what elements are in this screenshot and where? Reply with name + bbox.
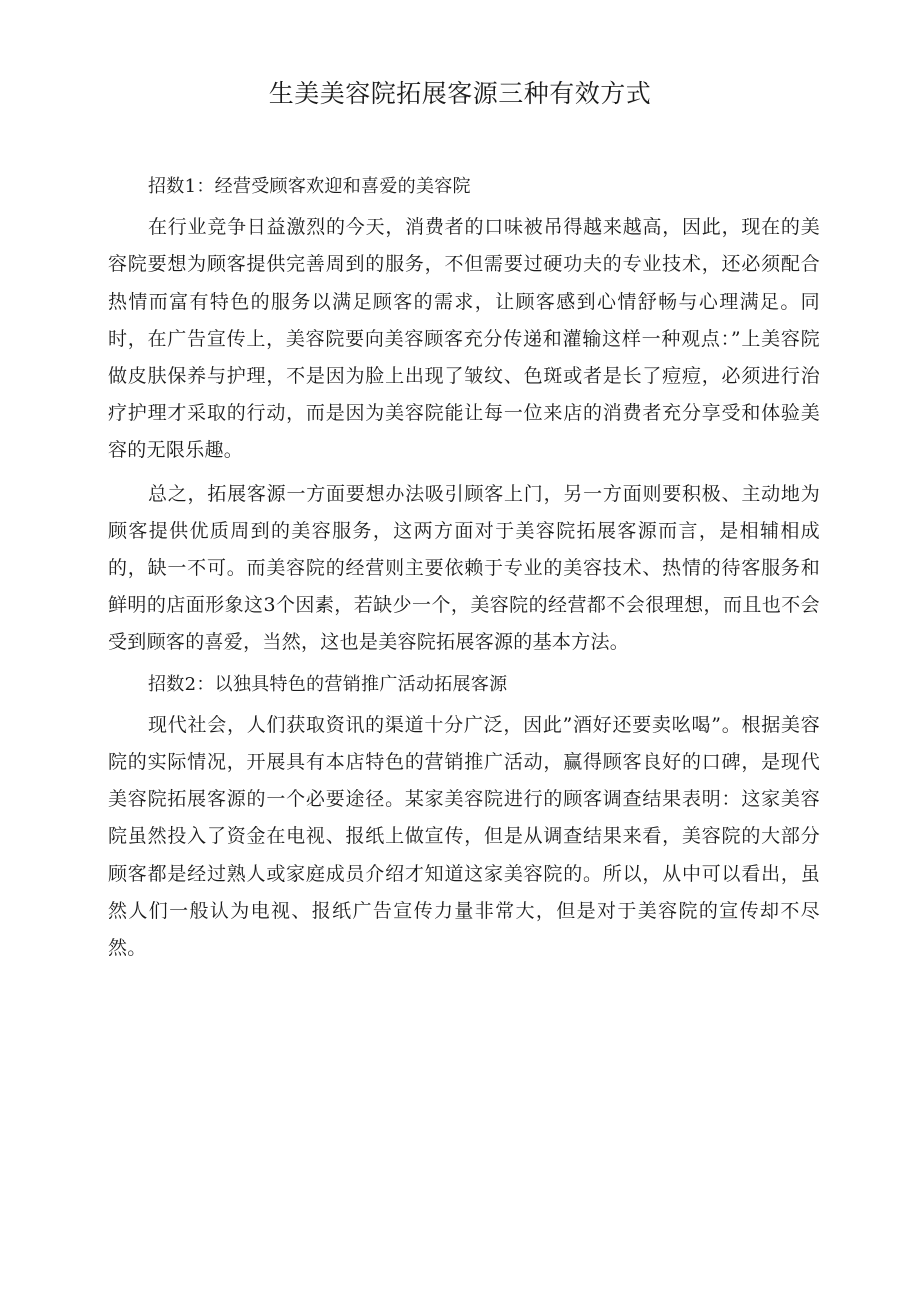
section-heading-2: 招数2：以独具特色的营销推广活动拓展客源	[148, 673, 508, 695]
paragraph-1: 在行业竞争日益激烈的今天，消费者的口味被吊得越来越高，因此，现在的美容院要想为顾客提供完善周到的服务，不但需要过硬功夫的专业技术，还必须配合热情而富有特色的服务以满足顾客的需求，让顾客感到心情舒畅与心理满足。同时，在广告宣传上，美容院要向美容顾客充分传递和灌输这样一种观点：”上美容院做皮肤保养与护理，不是因为脸上出现了皱纹、色斑或者是长了痘痘，必须进行治疗护理才采取的行动，而是因为美容院能让每一位来店的消费者充分享受和体验美容的无限乐趣。	[108, 216, 820, 462]
page-title: 生美美容院拓展客源三种有效方式	[268, 79, 652, 108]
section-heading-1: 招数1：经营受顾客欢迎和喜爱的美容院	[148, 176, 471, 197]
paragraph-3: 现代社会，人们获取资讯的渠道十分广泛，因此”酒好还要卖吆喝”。根据美容院的实际情况，开展具有本店特色的营销推广活动，赢得顾客良好的口碑，是现代美容院拓展客源的一个必要途径。某家美容院进行的顾客调查结果表明：这家美容院虽然投入了资金在电视、报纸上做宣传，但是从调查结果来看，美容院的大部分顾客都是经过熟人或家庭成员介绍才知道这家美容院的。所以，从中可以看出，虽然人们一般认为电视、报纸广告宣传力量非常大，但是对于美容院的宣传却不尽然。	[108, 713, 820, 960]
paragraph-2: 总之，拓展客源一方面要想办法吸引顾客上门，另一方面则要积极、主动地为顾客提供优质周到的美容服务，这两方面对于美容院拓展客源而言，是相辅相成的，缺一不可。而美容院的经营则主要依赖于专业的美容技术、热情的待客服务和鲜明的店面形象这3个因素，若缺少一个，美容院的经营都不会很理想，而且也不会受到顾客的喜爱，当然，这也是美容院拓展客源的基本方法。	[108, 482, 820, 654]
document-body	[108, 168, 820, 967]
